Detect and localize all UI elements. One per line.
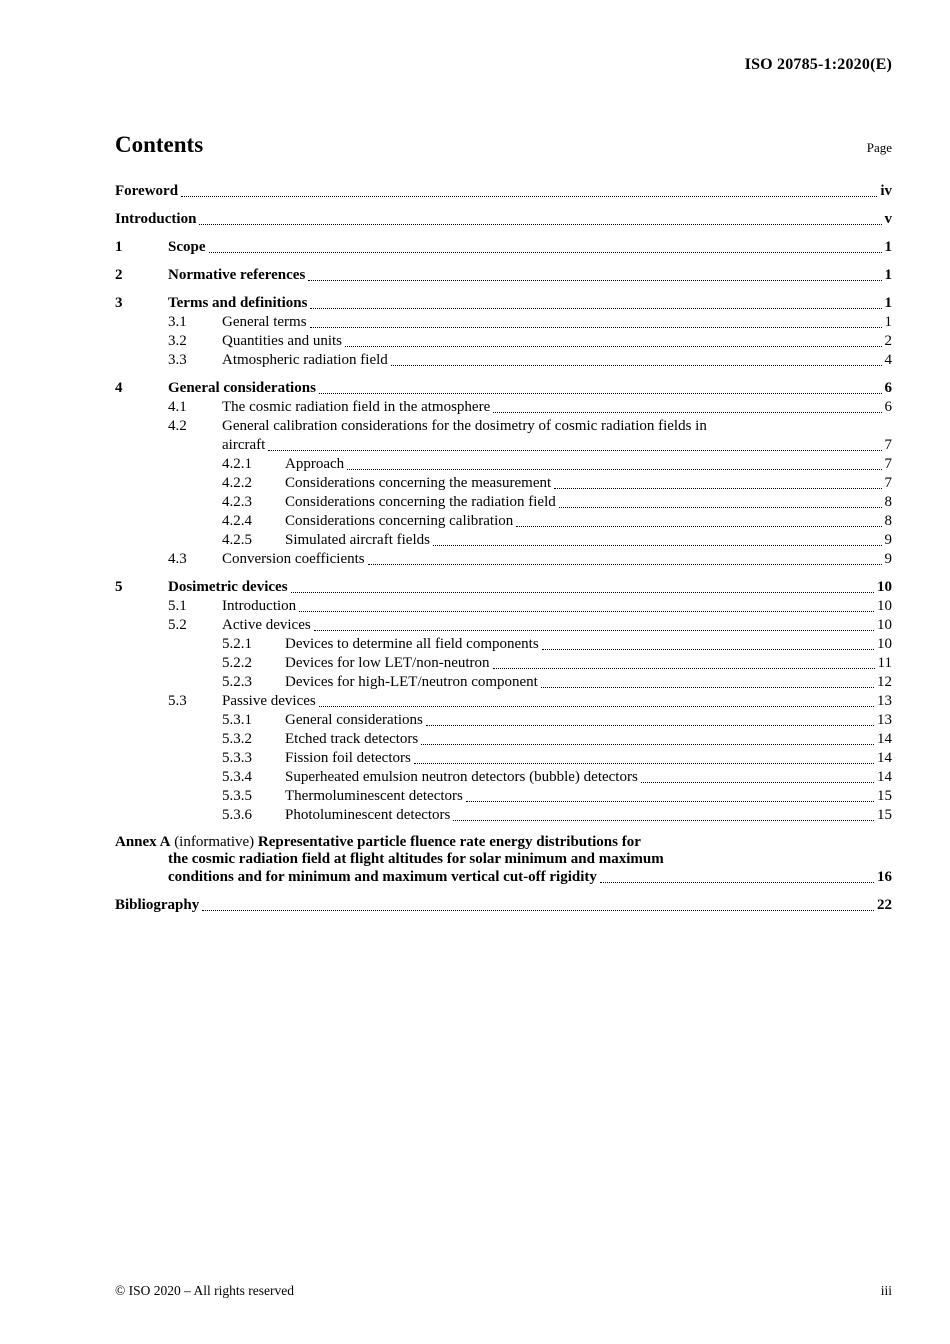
toc-line	[168, 313, 892, 332]
toc-number: 5.3.3	[222, 750, 252, 766]
dotted-leader	[433, 545, 882, 546]
toc-number: 1	[115, 239, 123, 255]
toc-content	[115, 132, 892, 915]
toc-label: General considerations	[285, 712, 423, 728]
toc-page-number: 7	[884, 456, 892, 472]
dotted-leader	[209, 252, 882, 253]
dotted-leader	[426, 725, 874, 726]
toc-line	[222, 749, 892, 768]
toc-page-number: iv	[880, 183, 892, 199]
toc-label: Introduction	[115, 211, 197, 227]
toc-line	[222, 673, 892, 692]
toc-entry-foreword[interactable]	[115, 182, 892, 201]
toc-page-number: 1	[884, 239, 892, 255]
toc-page-number: 14	[877, 731, 892, 747]
dotted-leader	[291, 592, 874, 593]
toc-number: 4.2.1	[222, 456, 252, 472]
toc-entry-5-2[interactable]	[115, 616, 892, 635]
dotted-leader	[554, 488, 881, 489]
dotted-leader	[314, 630, 874, 631]
toc-label-continued: aircraft	[222, 437, 266, 453]
toc-label: Devices for low LET/non-neutron	[285, 655, 490, 671]
toc-entry-5-2-2[interactable]	[115, 654, 892, 673]
toc-label: Passive devices	[222, 693, 316, 709]
toc-label: Photoluminescent detectors	[285, 807, 451, 823]
annex-title-part-1: Representative particle fluence rate energy distributions for	[257, 834, 641, 850]
toc-line	[222, 531, 892, 550]
toc-page-number: 1	[884, 295, 892, 311]
dotted-leader	[319, 393, 882, 394]
dotted-leader	[493, 668, 875, 669]
toc-label: Conversion coefficients	[222, 551, 365, 567]
toc-label: Simulated aircraft fields	[285, 532, 430, 548]
toc-entry-5-2-1[interactable]	[115, 635, 892, 654]
toc-number: 5.3.2	[222, 731, 252, 747]
toc-page-number: 10	[877, 617, 892, 633]
toc-label: Thermoluminescent detectors	[285, 788, 463, 804]
toc-entry-3-1[interactable]	[115, 313, 892, 332]
toc-page-number: 16	[877, 869, 892, 885]
toc-line	[115, 182, 892, 201]
annex-informative-tag: (informative)	[170, 834, 258, 850]
toc-entry-5-3-3[interactable]	[115, 749, 892, 768]
dotted-leader	[347, 469, 881, 470]
toc-line	[222, 768, 892, 787]
toc-page-number: 22	[877, 897, 892, 913]
annex-label: Annex A	[115, 834, 171, 850]
dotted-leader	[541, 687, 874, 688]
toc-label: Fission foil detectors	[285, 750, 411, 766]
toc-number: 4.3	[168, 551, 187, 567]
toc-number: 5	[115, 579, 123, 595]
toc-line-continued	[168, 436, 892, 455]
toc-number: 5.3.5	[222, 788, 252, 804]
dotted-leader	[199, 224, 881, 225]
toc-line	[222, 474, 892, 493]
dotted-leader	[368, 564, 882, 565]
toc-entry-5-3[interactable]	[115, 692, 892, 711]
toc-entry-annex-a[interactable]	[115, 834, 892, 887]
dotted-leader	[345, 346, 882, 347]
toc-line	[168, 398, 892, 417]
toc-line	[222, 787, 892, 806]
toc-page-number: 13	[877, 712, 892, 728]
toc-number: 4.2.4	[222, 513, 252, 529]
toc-number: 2	[115, 267, 123, 283]
toc-number: 4	[115, 380, 123, 396]
toc-number: 5.3	[168, 693, 187, 709]
toc-label: Introduction	[222, 598, 297, 614]
dotted-leader	[453, 820, 874, 821]
toc-entry-2[interactable]	[115, 266, 892, 285]
copyright-notice: © ISO 2020 – All rights reserved	[115, 1283, 294, 1298]
toc-number: 5.2	[168, 617, 187, 633]
toc-line	[115, 266, 892, 285]
toc-page-number: 9	[884, 551, 892, 567]
toc-page-number: 11	[877, 655, 892, 671]
dotted-leader	[559, 507, 882, 508]
toc-page-number: 15	[877, 788, 892, 804]
toc-label: Superheated emulsion neutron detectors (bubble) detectors	[285, 769, 638, 785]
page-column-label: Page	[866, 140, 892, 155]
toc-label: General considerations	[168, 380, 316, 396]
toc-number: 3	[115, 295, 123, 311]
toc-number: 3.1	[168, 314, 187, 330]
toc-label: Quantities and units	[222, 333, 342, 349]
toc-number: 4.1	[168, 399, 187, 415]
toc-line	[115, 379, 892, 398]
toc-page-number: 10	[877, 598, 892, 614]
toc-line	[222, 806, 892, 825]
toc-entry-4[interactable]	[115, 379, 892, 398]
annex-line-2: the cosmic radiation field at flight altitudes for solar minimum and maximum	[168, 851, 664, 867]
toc-entry-5-2-3[interactable]	[115, 673, 892, 692]
toc-entry-4-2-4[interactable]	[115, 512, 892, 531]
toc-line	[222, 512, 892, 531]
dotted-leader	[414, 763, 874, 764]
toc-page-number: 14	[877, 769, 892, 785]
toc-entry-5[interactable]	[115, 578, 892, 597]
toc-line	[115, 210, 892, 229]
toc-page-number: 2	[884, 333, 892, 349]
toc-label: Normative references	[168, 267, 306, 283]
dotted-leader	[310, 308, 881, 309]
toc-number: 5.2.1	[222, 636, 252, 652]
dotted-leader	[516, 526, 881, 527]
toc-label: Active devices	[222, 617, 311, 633]
dotted-leader	[641, 782, 874, 783]
toc-page-number: 13	[877, 693, 892, 709]
annex-line-1	[115, 834, 892, 851]
toc-page-number: 8	[884, 494, 892, 510]
toc-line	[168, 351, 892, 370]
toc-label: Considerations concerning calibration	[285, 513, 514, 529]
toc-label: Foreword	[115, 183, 179, 199]
toc-page-number: 6	[884, 380, 892, 396]
toc-number: 3.3	[168, 352, 187, 368]
toc-number: 5.3.4	[222, 769, 252, 785]
toc-entry-4-2-2[interactable]	[115, 474, 892, 493]
toc-entry-5-3-5[interactable]	[115, 787, 892, 806]
toc-entry-3-3[interactable]	[115, 351, 892, 370]
toc-entry-4-2-3[interactable]	[115, 493, 892, 512]
toc-entry-3-2[interactable]	[115, 332, 892, 351]
toc-label: General calibration considerations for the dosimetry of cosmic radiation fields in	[222, 418, 707, 434]
toc-entry-1[interactable]	[115, 238, 892, 257]
toc-line	[222, 730, 892, 749]
toc-line	[168, 417, 892, 436]
toc-label: General terms	[222, 314, 307, 330]
toc-entry-4-2-1[interactable]	[115, 455, 892, 474]
page-number: iii	[880, 1283, 892, 1298]
toc-label: Terms and definitions	[168, 295, 308, 311]
toc-number: 5.2.2	[222, 655, 252, 671]
toc-entry-5-3-6[interactable]	[115, 806, 892, 825]
toc-entry-introduction[interactable]	[115, 210, 892, 229]
toc-line	[222, 654, 892, 673]
annex-title-part-3: conditions and for minimum and maximum vertical cut-off rigidity	[168, 869, 597, 885]
toc-line	[222, 635, 892, 654]
toc-page-number: 7	[884, 475, 892, 491]
toc-list	[115, 182, 892, 825]
toc-label: The cosmic radiation field in the atmosphere	[222, 399, 491, 415]
dotted-leader	[493, 412, 881, 413]
toc-title-row	[115, 132, 892, 158]
toc-entry-5-3-4[interactable]	[115, 768, 892, 787]
toc-line	[168, 332, 892, 351]
toc-label: Approach	[285, 456, 345, 472]
toc-entry-4-3[interactable]	[115, 550, 892, 569]
toc-label: Devices for high-LET/neutron component	[285, 674, 538, 690]
toc-line	[168, 597, 892, 616]
toc-page-number: 6	[884, 399, 892, 415]
toc-line	[115, 238, 892, 257]
toc-line	[115, 896, 892, 915]
toc-number: 4.2.5	[222, 532, 252, 548]
dotted-leader	[542, 649, 874, 650]
toc-number: 5.2.3	[222, 674, 252, 690]
toc-number: 4.2.3	[222, 494, 252, 510]
toc-number: 3.2	[168, 333, 187, 349]
toc-number: 5.3.1	[222, 712, 252, 728]
toc-entry-bibliography[interactable]	[115, 896, 892, 915]
toc-page-number: 10	[877, 579, 892, 595]
toc-page-number: 4	[884, 352, 892, 368]
toc-page-number: 1	[884, 314, 892, 330]
toc-label: Scope	[168, 239, 206, 255]
dotted-leader	[299, 611, 874, 612]
toc-page-number: 12	[877, 674, 892, 690]
page-footer	[115, 1283, 892, 1299]
dotted-leader	[600, 882, 874, 883]
dotted-leader	[181, 196, 877, 197]
dotted-leader	[391, 365, 882, 366]
toc-line	[222, 711, 892, 730]
toc-entry-5-3-2[interactable]	[115, 730, 892, 749]
toc-entry-4-2[interactable]	[115, 417, 892, 455]
toc-label: Bibliography	[115, 897, 200, 913]
toc-entry-4-2-5[interactable]	[115, 531, 892, 550]
toc-number: 5.3.6	[222, 807, 252, 823]
toc-label: Dosimetric devices	[168, 579, 288, 595]
toc-entry-5-1[interactable]	[115, 597, 892, 616]
toc-number: 4.2.2	[222, 475, 252, 491]
dotted-leader	[466, 801, 874, 802]
toc-line	[222, 455, 892, 474]
page-title: Contents	[115, 132, 204, 157]
toc-line	[222, 493, 892, 512]
toc-label: Devices to determine all field components	[285, 636, 539, 652]
toc-number: 5.1	[168, 598, 187, 614]
dotted-leader	[310, 327, 882, 328]
toc-label: Etched track detectors	[285, 731, 419, 747]
toc-page-number: 1	[884, 267, 892, 283]
toc-line	[115, 294, 892, 313]
toc-label: Considerations concerning the radiation field	[285, 494, 556, 510]
toc-page-number: 10	[877, 636, 892, 652]
toc-page-number: 14	[877, 750, 892, 766]
document-reference: ISO 20785-1:2020(E)	[744, 56, 892, 73]
toc-line	[168, 616, 892, 635]
toc-page-number: 7	[884, 437, 892, 453]
toc-line	[168, 550, 892, 569]
toc-entry-4-1[interactable]	[115, 398, 892, 417]
dotted-leader	[202, 910, 874, 911]
annex-line-3	[115, 868, 892, 887]
dotted-leader	[319, 706, 874, 707]
toc-entry-3[interactable]	[115, 294, 892, 313]
dotted-leader	[308, 280, 881, 281]
toc-line	[115, 578, 892, 597]
toc-number: 4.2	[168, 418, 187, 434]
toc-page-number: 15	[877, 807, 892, 823]
toc-page-number: 8	[884, 513, 892, 529]
toc-label: Atmospheric radiation field	[222, 352, 388, 368]
toc-label: Considerations concerning the measurement	[285, 475, 552, 491]
toc-line	[168, 692, 892, 711]
toc-page-number: 9	[884, 532, 892, 548]
toc-page-number: v	[884, 211, 892, 227]
dotted-leader	[268, 450, 881, 451]
dotted-leader	[421, 744, 874, 745]
toc-entry-5-3-1[interactable]	[115, 711, 892, 730]
